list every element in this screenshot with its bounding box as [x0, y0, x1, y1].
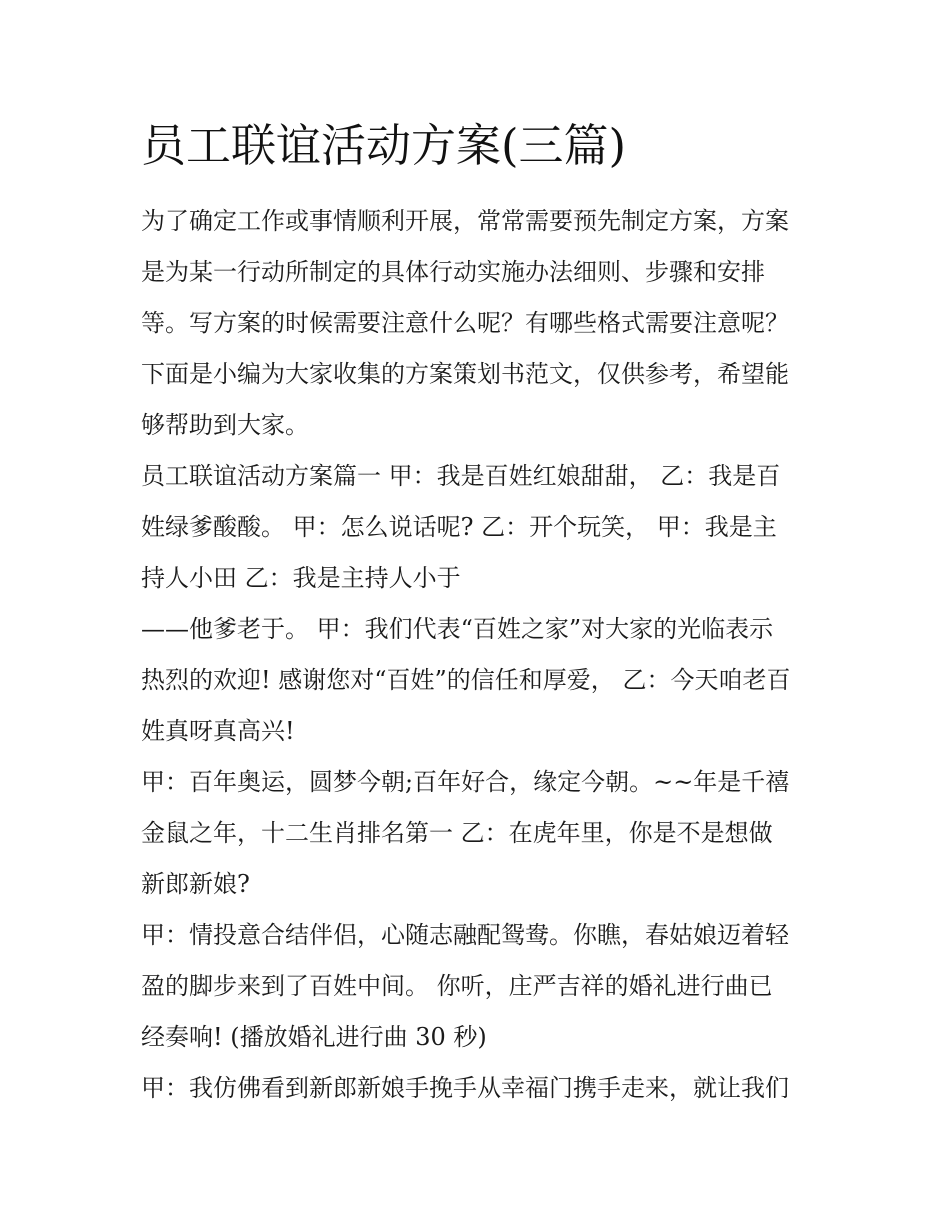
paragraph-line: 下面是小编为大家收集的方案策划书范文，仅供参考，希望能	[141, 360, 789, 388]
paragraph-line: 甲：我仿佛看到新郎新娘手挽手从幸福门携手走来，就让我们	[141, 1074, 789, 1102]
document-title: 员工联谊活动方案(三篇)	[141, 119, 627, 172]
paragraph-line: 经奏响! (播放婚礼进行曲 30 秒)	[141, 1023, 487, 1051]
paragraph-line: 新郎新娘?	[141, 870, 250, 898]
paragraph-line: 甲：百年奥运，圆梦今朝;百年好合，缘定今朝。~~年是千禧	[141, 768, 790, 796]
paragraph-line: 姓真呀真高兴!	[141, 717, 295, 745]
paragraph-line: 盈的脚步来到了百姓中间。 你听，庄严吉祥的婚礼进行曲已	[141, 972, 773, 1000]
paragraph-line: 持人小田 乙：我是主持人小于	[141, 564, 461, 592]
paragraph-line: 是为某一行动所制定的具体行动实施办法细则、步骤和安排	[141, 258, 765, 286]
paragraph-line: 等。写方案的时候需要注意什么呢？有哪些格式需要注意呢？	[141, 309, 789, 337]
paragraph-line: 热烈的欢迎! 感谢您对“百姓”的信任和厚爱， 乙：今天咱老百	[141, 666, 791, 694]
paragraph-line: 够帮助到大家。	[141, 411, 309, 439]
paragraph-line: 姓绿爹酸酸。 甲：怎么说话呢? 乙：开个玩笑， 甲：我是主	[141, 513, 777, 541]
paragraph-line: 员工联谊活动方案篇一 甲：我是百姓红娘甜甜， 乙：我是百	[141, 462, 781, 490]
paragraph-line: 金鼠之年，十二生肖排名第一 乙：在虎年里，你是不是想做	[141, 819, 773, 847]
paragraph-line: 为了确定工作或事情顺利开展，常常需要预先制定方案，方案	[141, 207, 789, 235]
paragraph-line: 甲：情投意合结伴侣，心随志融配鸳鸯。你瞧，春姑娘迈着轻	[141, 921, 789, 949]
paragraph-line: ——他爹老于。 甲：我们代表“百姓之家”对大家的光临表示	[141, 615, 774, 643]
